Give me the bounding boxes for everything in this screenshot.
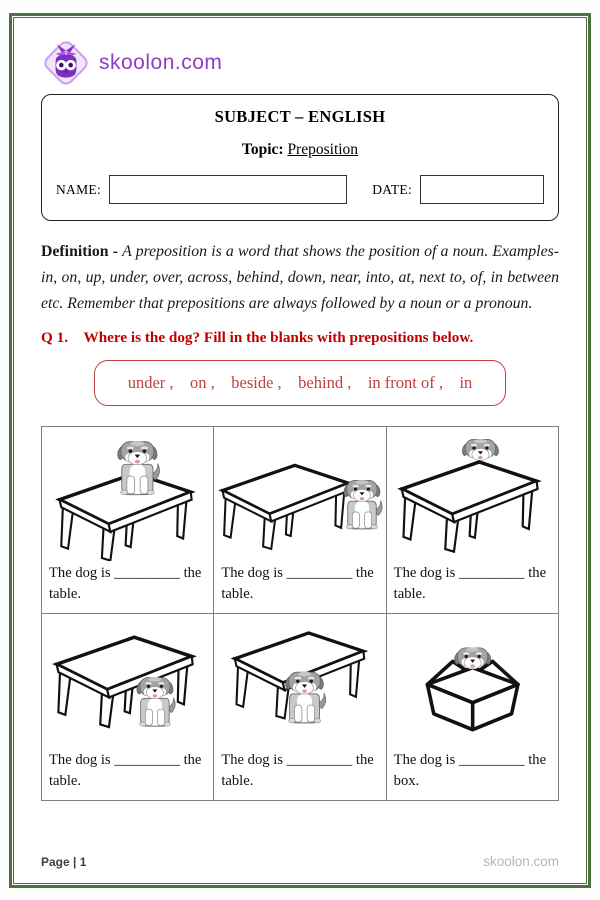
topic-label: Topic: bbox=[241, 141, 284, 158]
preposition-word-bank: under , on , beside , behind , in front of , in bbox=[94, 360, 506, 406]
cell-dog-behind-table bbox=[387, 427, 559, 614]
date-input[interactable] bbox=[420, 175, 544, 204]
page-footer bbox=[41, 854, 559, 869]
cell-dog-in-box bbox=[387, 614, 559, 801]
subject-title: SUBJECT – ENGLISH bbox=[214, 107, 386, 126]
cell-dog-in-front-of-table bbox=[214, 614, 386, 801]
cell-caption: The dog is _________ the table. bbox=[49, 752, 202, 789]
page-number: Page | 1 bbox=[41, 855, 87, 869]
question-number: Q 1. bbox=[41, 329, 69, 346]
definition-text: A preposition is a word that shows the position of a noun. Examples- in, on, up, under, over, across, behind, down, near, into, at, next to, of, in between etc. Remember that prepositions are always followed by a noun or a pronoun. bbox=[41, 243, 559, 312]
cell-caption: The dog is _________ the table. bbox=[49, 565, 202, 602]
footer-site-name: skoolon.com bbox=[483, 854, 559, 869]
dog-in-front-of-table-image bbox=[214, 614, 385, 748]
cell-caption: The dog is _________ the table. bbox=[221, 565, 374, 602]
cell-dog-under-table bbox=[42, 614, 214, 801]
dog-in-box-image bbox=[387, 614, 558, 748]
question-heading bbox=[41, 329, 559, 347]
exercise-grid bbox=[41, 426, 559, 801]
dog-behind-table-image bbox=[387, 427, 558, 561]
date-label: DATE: bbox=[372, 181, 412, 197]
name-date-row bbox=[56, 175, 544, 204]
definition-paragraph bbox=[41, 239, 559, 317]
name-input[interactable] bbox=[109, 175, 347, 204]
dog-on-table-image bbox=[42, 427, 213, 561]
cell-caption: The dog is _________ the table. bbox=[221, 752, 374, 789]
page-border-frame bbox=[9, 13, 591, 888]
brand-header bbox=[41, 34, 559, 92]
topic-line bbox=[56, 141, 544, 159]
page-border-inner-line bbox=[13, 17, 587, 884]
worksheet-header-box bbox=[41, 94, 559, 221]
question-text: Where is the dog? Fill in the blanks with prepositions below. bbox=[83, 329, 474, 346]
topic-value: Preposition bbox=[287, 141, 359, 158]
brand-name: skoolon.com bbox=[99, 51, 223, 74]
owl-logo-icon bbox=[41, 38, 91, 88]
cell-caption: The dog is _________ the box. bbox=[393, 752, 547, 789]
dog-under-table-image bbox=[42, 614, 213, 748]
name-label: NAME: bbox=[56, 181, 101, 197]
cell-dog-beside-table bbox=[214, 427, 386, 614]
definition-label: Definition - bbox=[41, 243, 123, 260]
cell-caption: The dog is _________ the table. bbox=[393, 565, 547, 602]
dog-beside-table-image bbox=[214, 427, 385, 561]
cell-dog-on-table bbox=[42, 427, 214, 614]
